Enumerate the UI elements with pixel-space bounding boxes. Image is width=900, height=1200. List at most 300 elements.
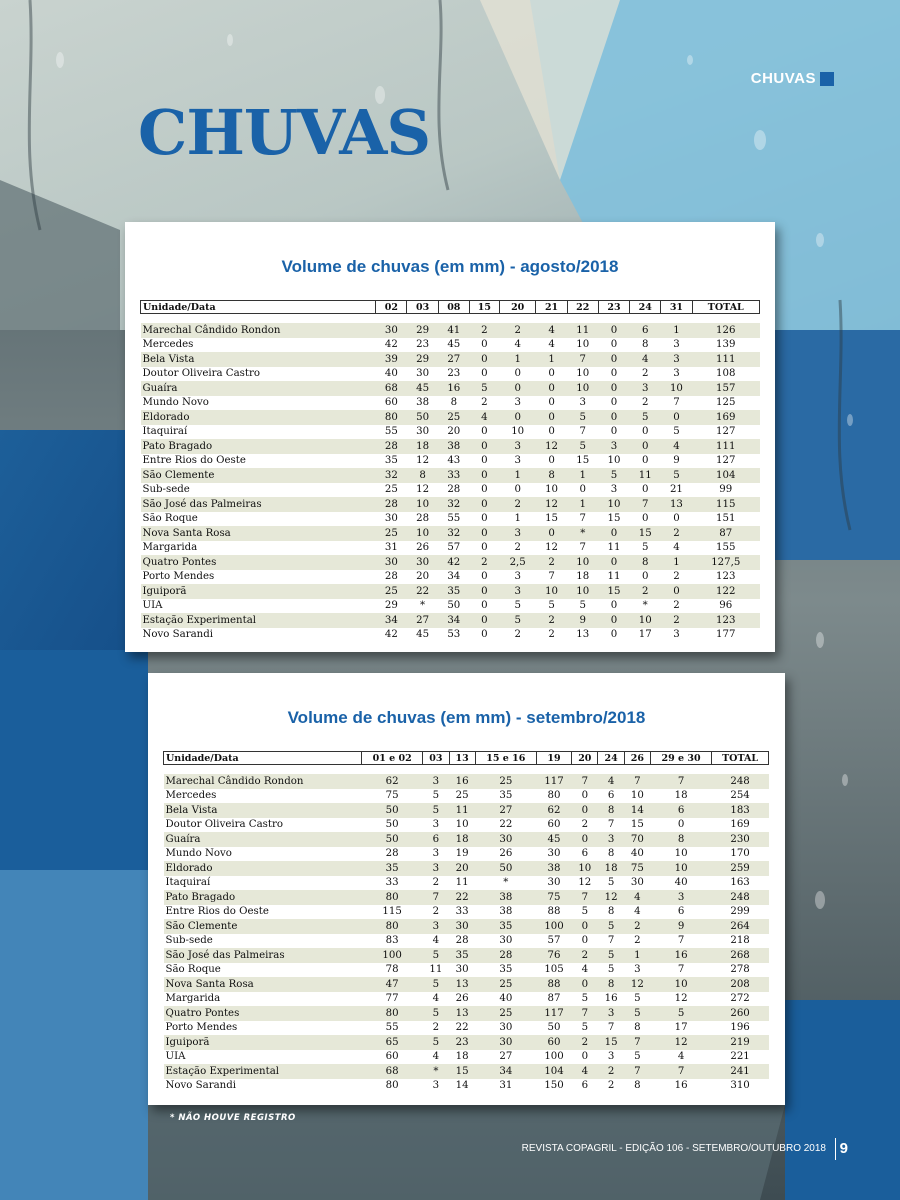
unit-name-cell: Sub-sede (165, 935, 213, 947)
table-row (164, 963, 769, 978)
value-cell: 50 (362, 803, 423, 818)
value-cell: 126 (692, 323, 759, 338)
value-cell: 60 (547, 819, 561, 831)
value-cell: 45 (416, 629, 430, 641)
value-cell: 96 (719, 600, 733, 612)
column-header: Unidade/Data (164, 752, 362, 765)
column-header: 20 (499, 301, 536, 314)
unit-name-cell: Eldorado (141, 410, 376, 425)
value-cell: 3 (598, 439, 629, 454)
table-row (141, 367, 760, 382)
footnote: * NÃO HOUVE REGISTRO (170, 1113, 296, 1123)
value-cell: 33 (455, 906, 469, 918)
value-cell: 16 (449, 774, 475, 789)
value-cell: 0 (598, 555, 629, 570)
value-cell: 88 (536, 977, 571, 992)
footer-publication: REVISTA COPAGRIL - EDIÇÃO 106 - SETEMBRO/OUTUBRO 2018 (521, 1143, 826, 1154)
value-cell: 6 (581, 848, 589, 860)
value-cell: 0 (572, 919, 598, 934)
value-cell: 4 (548, 339, 555, 351)
section-tag: CHUVAS (750, 70, 816, 87)
value-cell: 111 (692, 439, 759, 454)
value-cell: 29 (384, 600, 398, 612)
table-card-september (148, 673, 785, 1105)
value-cell: 2 (432, 906, 440, 918)
table-row (141, 584, 760, 599)
value-cell: 5 (630, 410, 661, 425)
value-cell: 3 (499, 584, 536, 599)
value-cell: 12 (416, 484, 430, 496)
value-cell: 127 (716, 455, 736, 467)
value-cell: 8 (450, 397, 458, 409)
value-cell: 0 (598, 381, 629, 396)
value-cell: 10 (407, 497, 438, 512)
value-cell: 260 (712, 1006, 769, 1021)
value-cell: 32 (438, 497, 469, 512)
value-cell: 11 (429, 964, 443, 976)
value-cell: 4 (432, 935, 440, 947)
value-cell: 31 (384, 542, 398, 554)
value-cell: 7 (607, 819, 615, 831)
value-cell: * (503, 877, 509, 889)
value-cell: 177 (716, 629, 736, 641)
value-cell: 8 (630, 555, 661, 570)
value-cell: 0 (548, 426, 555, 438)
table-row (164, 1064, 769, 1079)
value-cell: 0 (598, 323, 629, 338)
value-cell: 3 (432, 1080, 440, 1092)
value-cell: 39 (376, 352, 407, 367)
value-cell: 28 (475, 948, 536, 963)
value-cell: 0 (641, 426, 649, 438)
value-cell: 7 (423, 890, 449, 905)
value-cell: 0 (677, 819, 685, 831)
value-cell: 26 (416, 542, 430, 554)
value-cell: 57 (547, 935, 561, 947)
value-cell: 2 (641, 397, 649, 409)
value-cell: 38 (475, 890, 536, 905)
value-cell: 3 (673, 339, 680, 351)
value-cell: 4 (536, 323, 567, 338)
table-row (164, 1079, 769, 1094)
value-cell: 80 (362, 890, 423, 905)
value-cell: 163 (730, 877, 750, 889)
unit-name-cell: Novo Sarandi (142, 629, 214, 641)
value-cell: 8 (641, 339, 649, 351)
value-cell: 3 (610, 484, 618, 496)
table-row (141, 439, 760, 454)
value-cell: 5 (607, 877, 615, 889)
value-cell: 18 (407, 439, 438, 454)
value-cell: 4 (677, 1051, 685, 1063)
table-row (141, 526, 760, 541)
value-cell: 8 (634, 1080, 641, 1092)
value-cell: 20 (416, 571, 430, 583)
value-cell: 6 (630, 323, 661, 338)
value-cell: 7 (579, 426, 587, 438)
value-cell: 2 (673, 571, 680, 583)
value-cell: 23 (449, 1035, 475, 1050)
value-cell: 11 (630, 468, 661, 483)
value-cell: 151 (716, 513, 736, 525)
column-header: 01 e 02 (362, 752, 423, 765)
value-cell: 25 (475, 977, 536, 992)
value-cell: 45 (447, 339, 461, 351)
value-cell: 0 (630, 439, 661, 454)
value-cell: 80 (362, 919, 423, 934)
table-row (164, 948, 769, 963)
value-cell: 0 (499, 381, 536, 396)
value-cell: 10 (536, 584, 567, 599)
value-cell: 65 (362, 1035, 423, 1050)
value-cell: 169 (730, 819, 750, 831)
table-row (141, 570, 760, 585)
value-cell: 0 (610, 629, 618, 641)
value-cell: 8 (607, 848, 615, 860)
value-cell: 6 (607, 790, 615, 802)
value-cell: 30 (407, 555, 438, 570)
value-cell: 27 (407, 613, 438, 628)
table-row (164, 1021, 769, 1036)
value-cell: 105 (544, 964, 564, 976)
value-cell: * (642, 600, 648, 612)
table-row (141, 410, 760, 425)
value-cell: 7 (651, 774, 712, 789)
value-cell: 14 (455, 1080, 469, 1092)
value-cell: 0 (469, 468, 499, 483)
value-cell: 0 (536, 410, 567, 425)
value-cell: 0 (481, 339, 488, 351)
value-cell: 28 (455, 935, 469, 947)
unit-name-cell: Mercedes (142, 339, 194, 351)
value-cell: 3 (423, 774, 449, 789)
value-cell: 30 (376, 323, 407, 338)
value-cell: 15 (598, 584, 629, 599)
value-cell: 11 (607, 571, 621, 583)
unit-name-cell: Eldorado (164, 861, 362, 876)
value-cell: 70 (624, 832, 650, 847)
value-cell: 35 (384, 455, 398, 467)
value-cell: 35 (499, 964, 513, 976)
value-cell: 78 (385, 964, 399, 976)
value-cell: 2 (661, 526, 692, 541)
value-cell: 88 (547, 906, 561, 918)
value-cell: 10 (567, 584, 598, 599)
value-cell: 7 (572, 1006, 598, 1021)
value-cell: 208 (712, 977, 769, 992)
value-cell: 10 (598, 497, 629, 512)
value-cell: 1 (536, 352, 567, 367)
unit-name-cell: Nova Santa Rosa (141, 526, 376, 541)
value-cell: 18 (455, 1051, 469, 1063)
value-cell: 4 (634, 906, 641, 918)
table-row (141, 497, 760, 512)
value-cell: 28 (416, 513, 430, 525)
table-row (141, 425, 760, 440)
value-cell: 47 (362, 977, 423, 992)
value-cell: 2 (548, 629, 555, 641)
value-cell: 18 (674, 790, 688, 802)
value-cell: 2 (536, 613, 567, 628)
unit-name-cell: Sub-sede (142, 484, 190, 496)
value-cell: 2 (572, 948, 598, 963)
footer-separator (835, 1138, 836, 1160)
column-header: 03 (423, 752, 449, 765)
value-cell: 12 (545, 542, 559, 554)
value-cell: 25 (475, 774, 536, 789)
value-cell: 1 (499, 468, 536, 483)
value-cell: 45 (536, 832, 571, 847)
value-cell: 80 (547, 790, 561, 802)
value-cell: 10 (455, 819, 469, 831)
value-cell: 34 (475, 1064, 536, 1079)
value-cell: 27 (499, 1051, 513, 1063)
value-cell: 7 (677, 935, 685, 947)
value-cell: 28 (385, 848, 399, 860)
value-cell: 12 (598, 890, 624, 905)
value-cell: 6 (423, 832, 449, 847)
value-cell: 75 (624, 861, 650, 876)
value-cell: 30 (475, 832, 536, 847)
value-cell: 123 (692, 613, 759, 628)
value-cell: 2 (432, 1022, 440, 1034)
value-cell: 5 (548, 600, 555, 612)
unit-name-cell: Quatro Pontes (141, 555, 376, 570)
column-header: 19 (536, 752, 571, 765)
value-cell: 0 (581, 1051, 589, 1063)
value-cell: 7 (677, 964, 685, 976)
value-cell: 40 (674, 877, 688, 889)
table-row (164, 977, 769, 992)
value-cell: 10 (651, 861, 712, 876)
value-cell: 15 (449, 1064, 475, 1079)
value-cell: 18 (449, 832, 475, 847)
spacer-row (164, 765, 769, 775)
column-header: 24 (598, 752, 624, 765)
value-cell: 15 (576, 455, 590, 467)
value-cell: 268 (712, 948, 769, 963)
column-header: 15 e 16 (475, 752, 536, 765)
value-cell: 80 (362, 1006, 423, 1021)
value-cell: 3 (673, 368, 680, 380)
value-cell: 13 (449, 977, 475, 992)
unit-name-cell: Bela Vista (164, 803, 362, 818)
column-header: TOTAL (692, 301, 759, 314)
value-cell: 68 (362, 1064, 423, 1079)
table-row (141, 599, 760, 614)
table-row (164, 803, 769, 818)
value-cell: 0 (610, 600, 618, 612)
value-cell: 3 (514, 397, 521, 409)
value-cell: 5 (598, 948, 624, 963)
value-cell: 10 (630, 613, 661, 628)
value-cell: 10 (576, 339, 590, 351)
value-cell: 2 (469, 555, 499, 570)
value-cell: 40 (499, 993, 513, 1005)
spacer-row (141, 314, 760, 324)
value-cell: 60 (385, 1051, 399, 1063)
value-cell: 28 (376, 439, 407, 454)
value-cell: 29 (407, 323, 438, 338)
value-cell: 22 (407, 584, 438, 599)
value-cell: 30 (499, 935, 513, 947)
value-cell: 22 (499, 819, 513, 831)
value-cell: 1 (514, 513, 521, 525)
rain-table-august (140, 300, 760, 642)
value-cell: 16 (438, 381, 469, 396)
column-header: 20 (572, 752, 598, 765)
value-cell: 19 (455, 848, 469, 860)
column-header: 22 (567, 301, 598, 314)
value-cell: 2 (572, 1035, 598, 1050)
value-cell: 3 (499, 526, 536, 541)
value-cell: 4 (661, 439, 692, 454)
value-cell: 25 (438, 410, 469, 425)
value-cell: 10 (576, 368, 590, 380)
value-cell: 7 (624, 1035, 650, 1050)
value-cell: 12 (674, 993, 688, 1005)
value-cell: 38 (438, 439, 469, 454)
value-cell: 22 (449, 890, 475, 905)
value-cell: 23 (416, 339, 430, 351)
value-cell: 9 (567, 613, 598, 628)
value-cell: 50 (407, 410, 438, 425)
column-header: 03 (407, 301, 438, 314)
value-cell: 11 (455, 877, 469, 889)
value-cell: 13 (576, 629, 590, 641)
value-cell: 104 (536, 1064, 571, 1079)
unit-name-cell: Pato Bragado (141, 439, 376, 454)
unit-name-cell: UIA (142, 600, 163, 612)
value-cell: 117 (536, 1006, 571, 1021)
table-row (164, 1050, 769, 1065)
column-header: 31 (661, 301, 692, 314)
value-cell: 20 (447, 426, 461, 438)
value-cell: 2 (673, 600, 680, 612)
value-cell: 155 (716, 542, 736, 554)
value-cell: 5 (567, 410, 598, 425)
value-cell: 2 (481, 397, 488, 409)
value-cell: 10 (630, 790, 644, 802)
value-cell: 123 (716, 571, 736, 583)
value-cell: 2 (469, 323, 499, 338)
value-cell: 9 (651, 919, 712, 934)
table-row (164, 774, 769, 789)
unit-name-cell: Entre Rios do Oeste (165, 906, 269, 918)
value-cell: 35 (449, 948, 475, 963)
value-cell: 5 (567, 439, 598, 454)
value-cell: 23 (447, 368, 461, 380)
value-cell: 5 (641, 542, 649, 554)
value-cell: 125 (716, 397, 736, 409)
value-cell: 0 (481, 368, 488, 380)
value-cell: 10 (651, 977, 712, 992)
value-cell: 75 (536, 890, 571, 905)
value-cell: 17 (638, 629, 652, 641)
value-cell: 2 (641, 368, 649, 380)
value-cell: 30 (416, 368, 430, 380)
value-cell: 35 (475, 919, 536, 934)
value-cell: 15 (545, 513, 559, 525)
value-cell: 3 (432, 848, 440, 860)
value-cell: 241 (712, 1064, 769, 1079)
value-cell: 254 (730, 790, 750, 802)
value-cell: 15 (607, 513, 621, 525)
value-cell: 104 (692, 468, 759, 483)
value-cell: 0 (499, 410, 536, 425)
value-cell: 0 (481, 571, 488, 583)
value-cell: 7 (673, 397, 680, 409)
unit-name-cell: UIA (165, 1051, 186, 1063)
value-cell: 30 (455, 964, 469, 976)
value-cell: 76 (536, 948, 571, 963)
value-cell: 30 (416, 426, 430, 438)
value-cell: 0 (548, 397, 555, 409)
value-cell: 2 (634, 935, 641, 947)
value-cell: 1 (499, 352, 536, 367)
value-cell: 53 (447, 629, 461, 641)
table-row (164, 905, 769, 920)
value-cell: 12 (578, 877, 592, 889)
unit-name-cell: São Roque (165, 964, 221, 976)
value-cell: 0 (481, 513, 488, 525)
value-cell: 41 (438, 323, 469, 338)
value-cell: 25 (376, 526, 407, 541)
value-cell: 0 (572, 832, 598, 847)
value-cell: 2 (499, 497, 536, 512)
value-cell: 5 (634, 1051, 641, 1063)
value-cell: 139 (716, 339, 736, 351)
value-cell: 1 (661, 323, 692, 338)
value-cell: 122 (692, 584, 759, 599)
value-cell: 50 (385, 819, 399, 831)
value-cell: 3 (661, 352, 692, 367)
unit-name-cell: Estação Experimental (164, 1064, 362, 1079)
value-cell: 2 (624, 919, 650, 934)
value-cell: 111 (692, 352, 759, 367)
table-row (164, 890, 769, 905)
value-cell: 30 (547, 877, 561, 889)
unit-name-cell: Doutor Oliveira Castro (165, 819, 283, 831)
value-cell: 83 (385, 935, 399, 947)
value-cell: 157 (692, 381, 759, 396)
value-cell: 50 (547, 1022, 561, 1034)
value-cell: 7 (567, 352, 598, 367)
value-cell: 10 (511, 426, 525, 438)
unit-name-cell: Itaquiraí (142, 426, 188, 438)
value-cell: 34 (438, 613, 469, 628)
value-cell: 0 (548, 455, 555, 467)
table-title-august: Volume de chuvas (em mm) - agosto/2018 (281, 257, 619, 276)
value-cell: 29 (407, 352, 438, 367)
value-cell: 7 (548, 571, 555, 583)
value-cell: 18 (598, 861, 624, 876)
table-row (164, 1006, 769, 1021)
value-cell: * (423, 1064, 449, 1079)
unit-name-cell: São Clemente (141, 468, 376, 483)
value-cell: 77 (385, 993, 399, 1005)
value-cell: 50 (362, 832, 423, 847)
value-cell: 0 (469, 352, 499, 367)
value-cell: 3 (514, 455, 521, 467)
table-row (141, 338, 760, 353)
value-cell: 30 (376, 555, 407, 570)
column-header: 24 (630, 301, 661, 314)
value-cell: 169 (692, 410, 759, 425)
table-row (141, 483, 760, 498)
value-cell: 38 (536, 861, 571, 876)
value-cell: 68 (376, 381, 407, 396)
